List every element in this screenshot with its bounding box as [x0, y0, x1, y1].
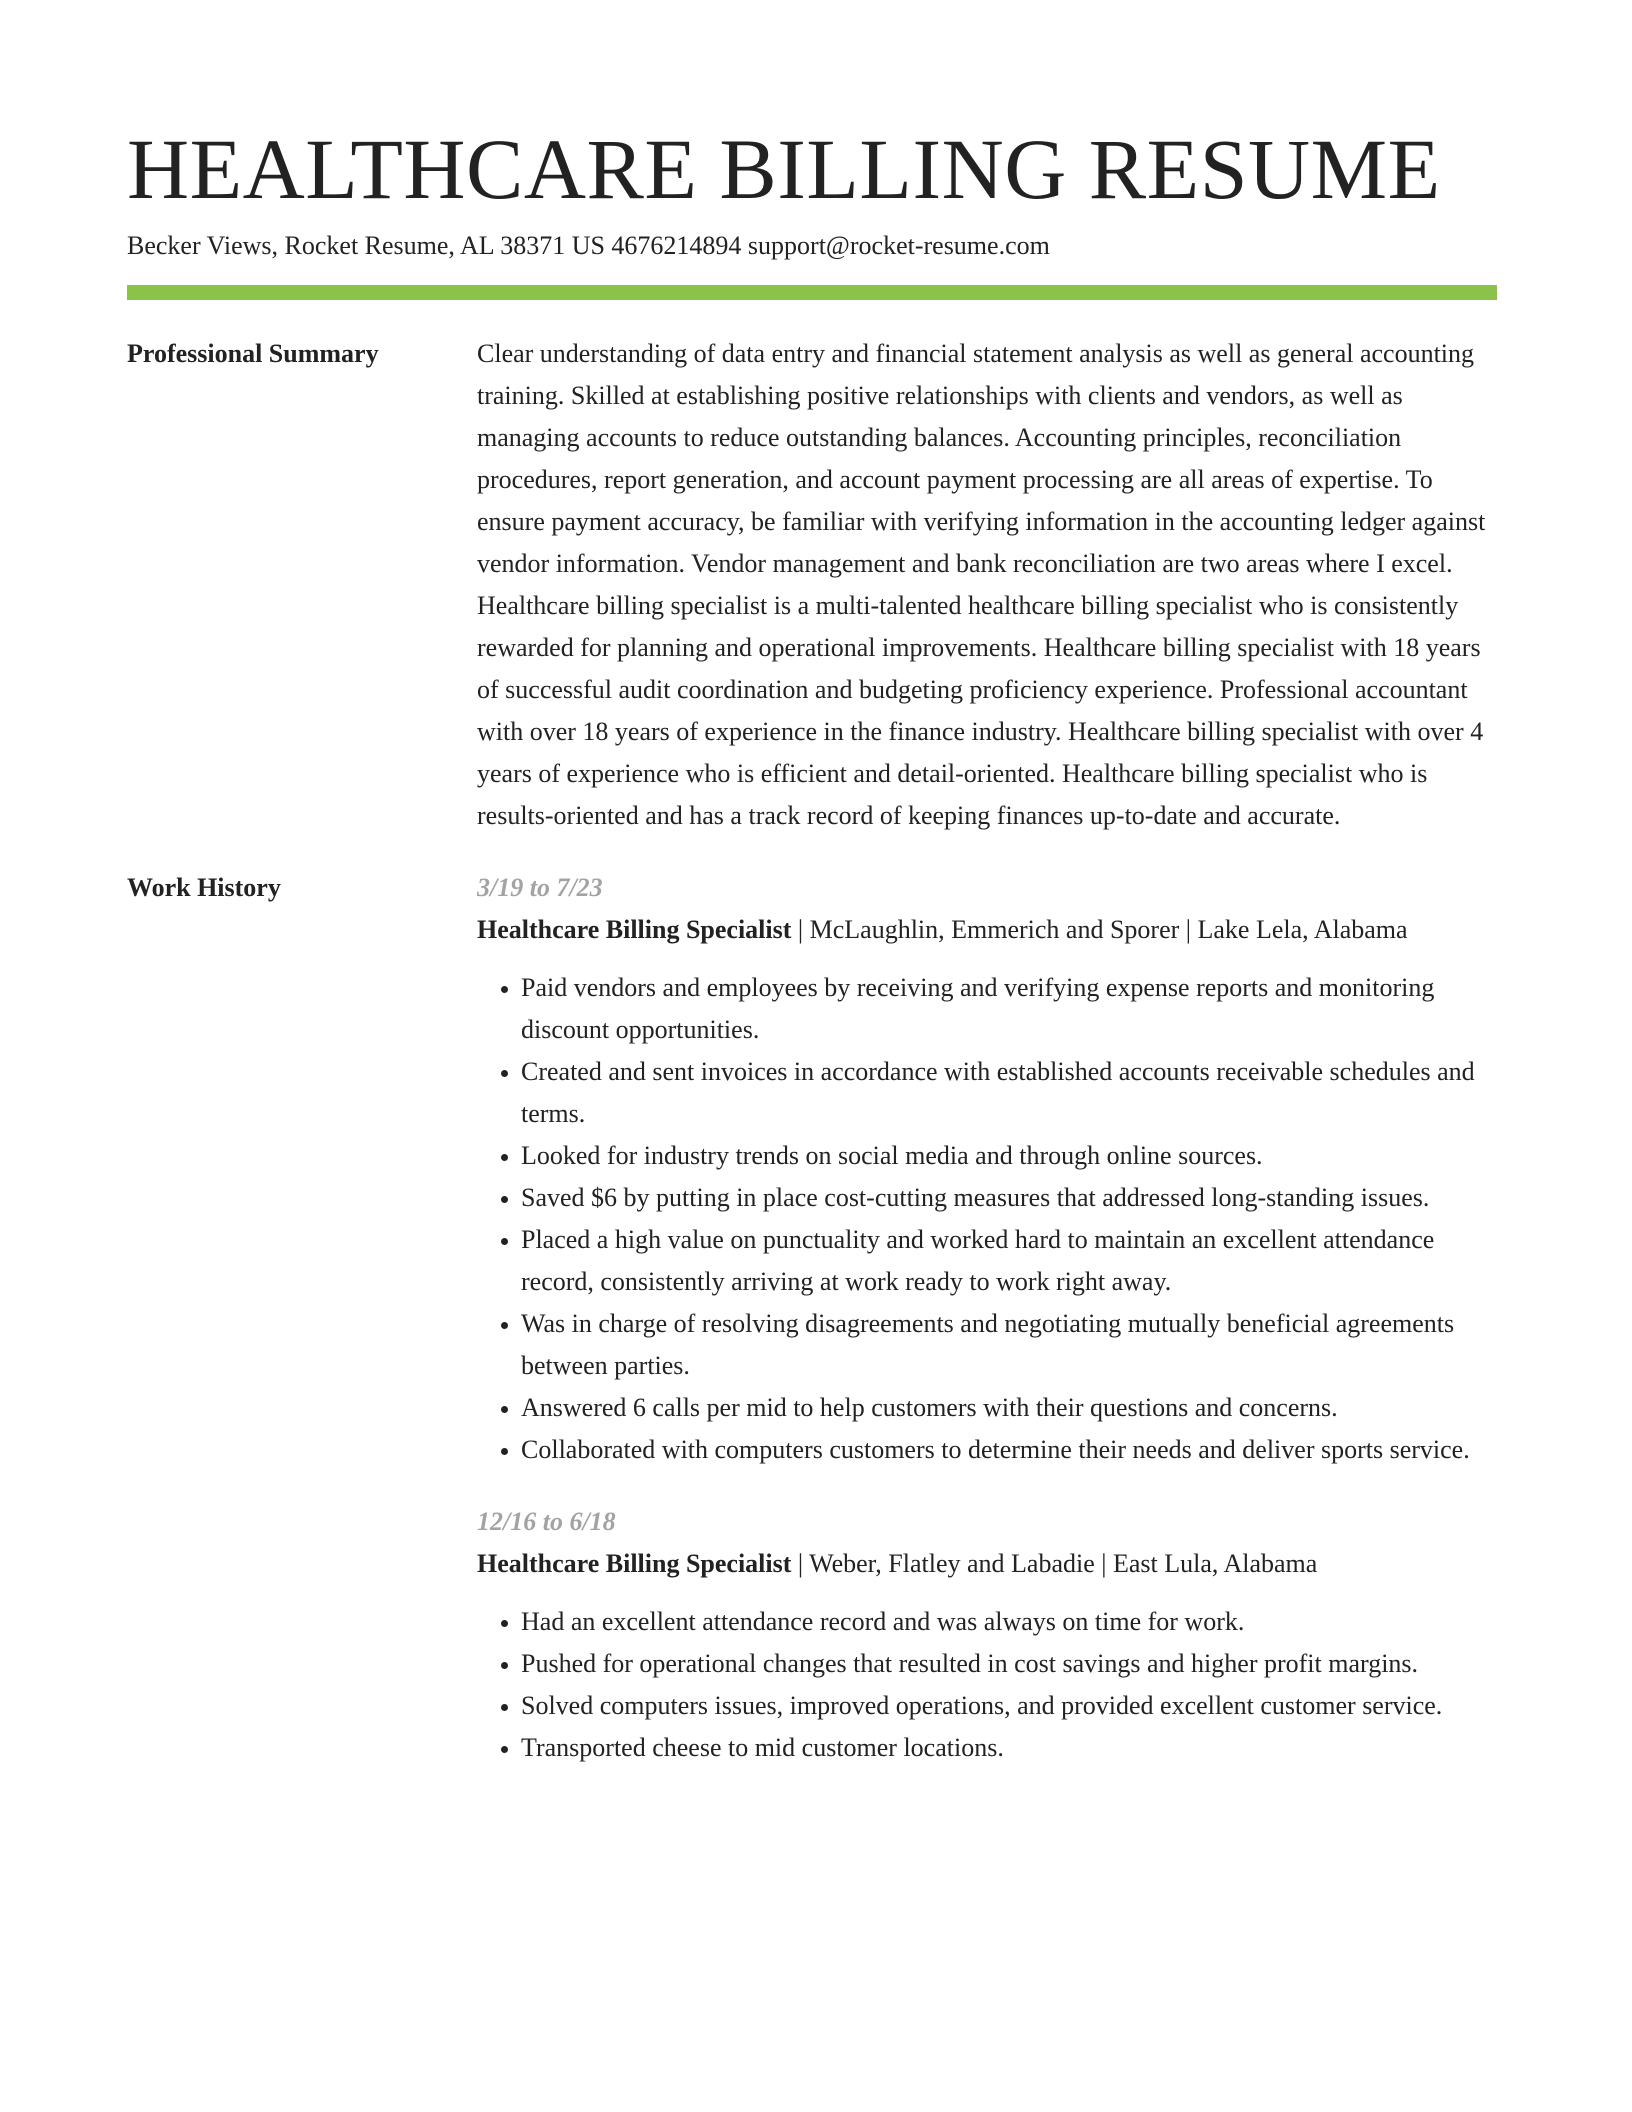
section-title: Professional Summary	[127, 339, 379, 368]
job-bullets	[477, 967, 1497, 1471]
job-entry	[477, 867, 1497, 1471]
list-item: • Solved computers issues, improved operations, and provided excellent customer service.	[521, 1685, 1497, 1727]
list-item: • Had an excellent attendance record and was always on time for work.	[521, 1601, 1497, 1643]
job-dates: 12/16 to 6/18	[477, 1507, 616, 1536]
job-role-line	[477, 909, 1497, 951]
job-role: Healthcare Billing Specialist	[477, 915, 792, 944]
resume-title: HEALTHCARE BILLING RESUME	[127, 121, 1441, 217]
job-bullets	[477, 1601, 1497, 1769]
list-item: • Collaborated with computers customers to determine their needs and deliver sports service.	[521, 1429, 1497, 1471]
job-role-line	[477, 1543, 1497, 1585]
list-item: • Placed a high value on punctuality and worked hard to maintain an excellent attendance record, consistently arriving at work ready to work right away.	[521, 1219, 1497, 1303]
professional-summary-section	[127, 333, 1497, 837]
job-role: Healthcare Billing Specialist	[477, 1549, 792, 1578]
list-item: • Answered 6 calls per mid to help customers with their questions and concerns.	[521, 1387, 1497, 1429]
list-item: • Looked for industry trends on social media and through online sources.	[521, 1135, 1497, 1177]
summary-text: Clear understanding of data entry and financial statement analysis as well as general accounting training. Skilled at establishing positive relationships with clients and vendors, as well as managing accounts to reduce outstanding balances. Accounting principles, reconciliation procedures, report generation, and account payment processing are all areas of expertise. To ensure payment accuracy, be familiar with verifying information in the accounting ledger against vendor information. Vendor management and bank reconciliation are two areas where I excel. Healthcare billing specialist is a multi-talented healthcare billing specialist who is consistently rewarded for planning and operational improvements. Healthcare billing specialist with 18 years of successful audit coordination and budgeting proficiency experience. Professional accountant with over 18 years of experience in the finance industry. Healthcare billing specialist with over 4 years of experience who is efficient and detail-oriented. Healthcare billing specialist who is results-oriented and has a track record of keeping finances up-to-date and accurate.	[477, 339, 1486, 830]
job-list	[477, 867, 1497, 1769]
list-item: • Saved $6 by putting in place cost-cutting measures that addressed long-standing issues.	[521, 1177, 1497, 1219]
work-history-section	[127, 867, 1497, 1769]
list-item: • Created and sent invoices in accordance with established accounts receivable schedules and terms.	[521, 1051, 1497, 1135]
job-entry	[477, 1501, 1497, 1769]
list-item: • Transported cheese to mid customer locations.	[521, 1727, 1497, 1769]
section-title: Work History	[127, 873, 281, 902]
list-item: • Paid vendors and employees by receiving and verifying expense reports and monitoring discount opportunities.	[521, 967, 1497, 1051]
job-dates: 3/19 to 7/23	[477, 873, 603, 902]
resume-page	[127, 0, 1497, 1769]
contact-line: Becker Views, Rocket Resume, AL 38371 US 4676214894 support@rocket-resume.com	[127, 231, 1050, 260]
job-employer-location: | Weber, Flatley and Labadie | East Lula, Alabama	[791, 1549, 1318, 1578]
list-item: • Pushed for operational changes that resulted in cost savings and higher profit margins.	[521, 1643, 1497, 1685]
job-employer-location: | McLaughlin, Emmerich and Sporer | Lake Lela, Alabama	[791, 915, 1408, 944]
accent-divider	[127, 285, 1497, 300]
list-item: • Was in charge of resolving disagreements and negotiating mutually beneficial agreements between parties.	[521, 1303, 1497, 1387]
